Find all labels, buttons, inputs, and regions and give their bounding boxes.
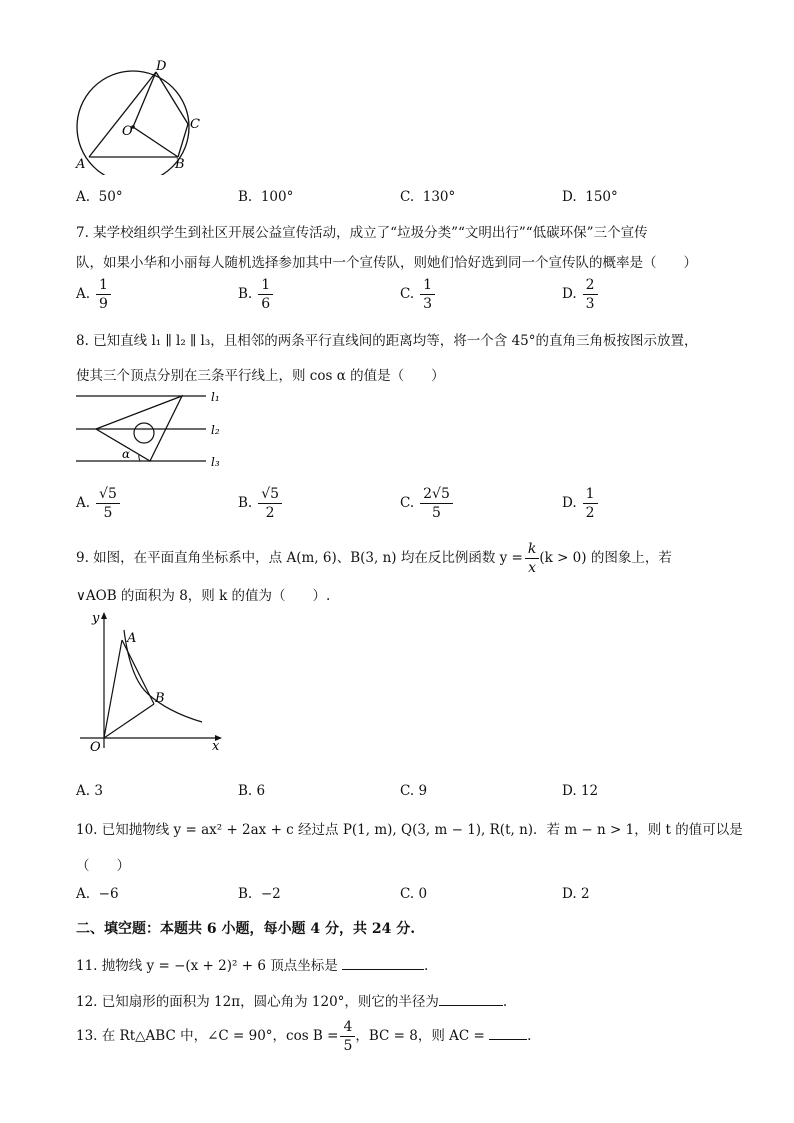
option-letter: A. xyxy=(76,783,91,799)
fraction-numerator: √5 xyxy=(258,485,282,504)
q6-label-D: D xyxy=(156,59,167,74)
q9-label-B: B xyxy=(155,691,165,706)
q6-label-C: C xyxy=(190,117,200,132)
option-text: 12 xyxy=(580,783,599,799)
option-letter: A. xyxy=(76,189,91,205)
option-letter: B. xyxy=(238,783,253,799)
fraction-denominator: 2 xyxy=(585,505,595,521)
q7-stem-line2: 队，如果小华和小丽每人随机选择参加其中一个宣传队，则她们恰好选到同一个宣传队的概率是（ ） xyxy=(76,255,697,271)
q13-stem-part2: ，BC = 8，则 AC = xyxy=(355,1028,485,1044)
fraction-numerator: √5 xyxy=(96,485,120,504)
q7-stem-line1: 7. 某学校组织学生到社区开展公益宣传活动，成立了“垃圾分类”“文明出行”“低碳环保”三个宣传 xyxy=(76,225,648,241)
option-letter: C. xyxy=(400,886,415,902)
q6-option-a[interactable] xyxy=(76,189,123,205)
q9-stem-line1 xyxy=(76,540,672,577)
option-letter: C. xyxy=(400,189,415,205)
q8-stem-line1: 8. 已知直线 l₁ ∥ l₂ ∥ l₃，且相邻的两条平行直线间的距离均等，将一个含 45°的直角三角板按图示放置， xyxy=(76,333,698,349)
option-text: −6 xyxy=(98,886,119,902)
fraction xyxy=(583,276,598,313)
fraction-numerator: 1 xyxy=(258,276,273,295)
q8-option-b[interactable] xyxy=(238,485,282,522)
fraction-numerator: 4 xyxy=(340,1018,355,1037)
q8-label-l2: l₂ xyxy=(211,423,220,437)
option-letter: D. xyxy=(562,189,577,205)
q9-option-a[interactable] xyxy=(76,783,103,799)
fraction-denominator: 5 xyxy=(103,505,113,521)
q7-option-a[interactable] xyxy=(76,276,111,313)
option-letter: A. xyxy=(76,886,91,902)
fraction-denominator: 3 xyxy=(585,296,595,312)
q10-option-d[interactable] xyxy=(562,886,590,902)
option-letter: B. xyxy=(238,886,253,902)
q13-answer-blank[interactable] xyxy=(489,1025,527,1040)
option-text: 2 xyxy=(580,886,590,902)
q9-option-d[interactable] xyxy=(562,783,598,799)
q13-stem-part1: 13. 在 Rt△ABC 中，∠C = 90°，cos B = xyxy=(76,1028,339,1044)
fraction xyxy=(258,485,282,522)
q8-option-a[interactable] xyxy=(76,485,120,522)
q12-line xyxy=(76,990,507,1010)
q9-label-x: x xyxy=(212,739,220,754)
q12-stem: 12. 已知扇形的面积为 12π，圆心角为 120°，则它的半径为 xyxy=(76,994,439,1010)
q9-label-A: A xyxy=(127,631,137,646)
q11-answer-blank[interactable] xyxy=(342,955,424,970)
fraction xyxy=(525,540,539,577)
q10-stem-line1: 10. 已知抛物线 y = ax² + 2ax + c 经过点 P(1, m), Q(3, m − 1), R(t, n)．若 m − n > 1，则 t 的值可以是 xyxy=(76,822,743,838)
q11-stem: 11. 抛物线 y = −(x + 2)² + 6 顶点坐标是 xyxy=(76,958,338,974)
q6-label-O: O xyxy=(122,124,133,139)
fraction xyxy=(420,485,453,522)
fraction-numerator: 2 xyxy=(583,276,598,295)
fraction-denominator: 3 xyxy=(423,296,433,312)
fraction-numerator: 1 xyxy=(420,276,435,295)
fraction-numerator: k xyxy=(525,540,539,559)
q13-line xyxy=(76,1018,531,1055)
fraction xyxy=(420,276,435,313)
option-letter: D. xyxy=(562,783,577,799)
fraction-denominator: 6 xyxy=(261,296,271,312)
q7-option-b[interactable] xyxy=(238,276,273,313)
fraction xyxy=(96,485,120,522)
q7-option-c[interactable] xyxy=(400,276,435,313)
fraction xyxy=(258,276,273,313)
fraction-denominator: 9 xyxy=(99,296,108,312)
q10-option-b[interactable] xyxy=(238,886,281,902)
option-text: 9 xyxy=(418,783,428,799)
option-text: 0 xyxy=(418,886,428,902)
fraction-denominator: 2 xyxy=(265,505,275,521)
option-text: −2 xyxy=(260,886,281,902)
q6-option-b[interactable] xyxy=(238,189,293,205)
fraction xyxy=(340,1018,355,1055)
fraction-denominator: 5 xyxy=(432,505,441,521)
q11-end: . xyxy=(424,958,429,974)
q10-option-a[interactable] xyxy=(76,886,119,902)
fraction-numerator: 2√5 xyxy=(420,485,453,504)
q6-option-d[interactable] xyxy=(562,189,618,205)
q9-stem-part1: 9. 如图，在平面直角坐标系中，点 A(m, 6)、B(3, n) 均在反比例函数 y = xyxy=(76,550,523,566)
fraction xyxy=(96,276,111,313)
q6-option-c[interactable] xyxy=(400,189,455,205)
option-letter: C. xyxy=(400,495,415,511)
fraction-numerator: 1 xyxy=(96,276,111,295)
option-text: 150° xyxy=(585,189,618,205)
q8-parallel-lines-figure xyxy=(70,388,240,472)
q7-option-d[interactable] xyxy=(562,276,598,313)
fraction-denominator: 5 xyxy=(343,1038,353,1054)
q9-stem-part2: (k > 0) 的图象上，若 xyxy=(539,550,672,566)
q9-coordinate-figure xyxy=(78,608,228,758)
option-text: 130° xyxy=(422,189,456,205)
option-text: 100° xyxy=(260,189,294,205)
q8-option-c[interactable] xyxy=(400,485,453,522)
q11-line xyxy=(76,954,428,974)
option-letter: B. xyxy=(238,286,253,302)
option-letter: B. xyxy=(238,495,253,511)
fraction-denominator: x xyxy=(528,560,537,576)
option-letter: D. xyxy=(562,495,577,511)
q12-end: . xyxy=(502,994,508,1010)
option-text: 50° xyxy=(98,189,123,205)
q12-answer-blank[interactable] xyxy=(439,991,503,1006)
q10-stem-line2: （ ） xyxy=(76,858,130,874)
q6-label-A: A xyxy=(76,157,86,172)
q9-option-b[interactable] xyxy=(238,783,265,799)
q8-option-d[interactable] xyxy=(562,485,598,522)
q8-label-alpha: α xyxy=(122,447,131,461)
q8-label-l3: l₃ xyxy=(211,455,220,469)
option-letter: B. xyxy=(238,189,253,205)
q8-label-l1: l₁ xyxy=(211,390,220,404)
q9-label-y: y xyxy=(92,611,100,626)
option-text: 3 xyxy=(94,783,103,799)
option-letter: D. xyxy=(562,286,577,302)
q9-stem-line2: ∨AOB 的面积为 8，则 k 的值为（ ）. xyxy=(76,588,331,604)
option-letter: A. xyxy=(76,286,91,302)
q6-label-B: B xyxy=(175,157,185,172)
q9-option-c[interactable] xyxy=(400,783,427,799)
option-letter: C. xyxy=(400,783,415,799)
option-letter: D. xyxy=(562,886,577,902)
option-text: 6 xyxy=(256,783,266,799)
option-letter: C. xyxy=(400,286,415,302)
q6-circle-figure xyxy=(70,55,210,175)
q10-option-c[interactable] xyxy=(400,886,427,902)
q8-stem-line2: 使其三个顶点分别在三条平行线上，则 cos α 的值是（ ） xyxy=(76,368,445,384)
q13-end: . xyxy=(527,1028,532,1044)
option-letter: A. xyxy=(76,495,91,511)
section-heading-fill-in: 二、填空题：本题共 6 小题，每小题 4 分，共 24 分. xyxy=(76,921,416,937)
fraction xyxy=(583,485,598,522)
q9-label-O: O xyxy=(90,740,101,755)
fraction-numerator: 1 xyxy=(583,485,598,504)
